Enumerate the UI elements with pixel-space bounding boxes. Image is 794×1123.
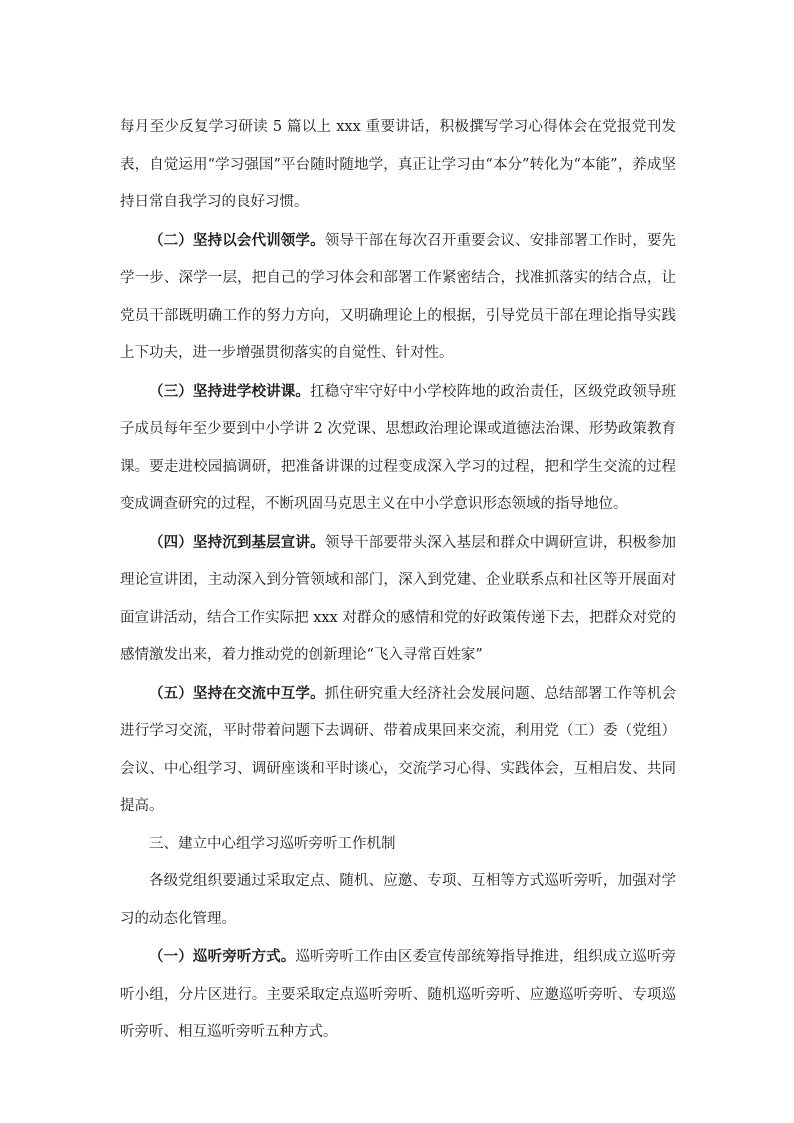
paragraph-text: 每月至少反复学习研读 5 篇以上 xxx 重要讲话，积极撰写学习心得体会在党报党刊发表，自觉运用“学习强国”平台随时随地学，真正让学习由“本分”转化为“本能”，养成坚持日常自我学习的良好习惯。 bbox=[120, 119, 676, 210]
item-heading: （五）坚持在交流中互学。 bbox=[149, 684, 325, 702]
paragraph-item-2 bbox=[120, 222, 676, 373]
item-heading: （一）巡听旁听方式。 bbox=[149, 948, 296, 965]
item-heading: （三）坚持进学校讲课。 bbox=[149, 382, 311, 400]
item-body: 扛稳守牢守好中小学校阵地的政治责任，区级党政领导班子成员每年至少要到中小学讲 2 次党课、思想政治理论课或道德法治课、形势政策教育课。要走进校园搞调研，把准备讲课的过程变成深入学习的过程，把和学生交流的过程变成调查研究的过程，不断巩固马克思主义在中小学意识形态领域的指导地位。 bbox=[120, 383, 677, 512]
paragraph-continuation bbox=[120, 109, 676, 222]
item-heading: （二）坚持以会代训领学。 bbox=[149, 231, 325, 249]
item-body: 巡听旁听工作由区委宣传部统筹指导推进，组织成立巡听旁听小组，分片区进行。主要采取定点巡听旁听、随机巡听旁听、应邀巡听旁听、专项巡听旁听、相互巡听旁听五种方式。 bbox=[120, 949, 677, 1040]
item-body: 领导干部要带头深入基层和群众中调研宣讲，积极参加理论宣讲团，主动深入到分管领域和部门，深入到党建、企业联系点和社区等开展面对面宣讲活动，结合工作实际把 xxx 对群众的感情和党的好政策传递下去，把群众对党的感情激发出来，着力推动党的创新理论“飞入寻常百姓家” bbox=[120, 534, 677, 663]
paragraph-item-3 bbox=[120, 373, 676, 524]
item-heading: （四）坚持沉到基层宣讲。 bbox=[149, 533, 325, 551]
paragraph-item-5 bbox=[120, 675, 676, 826]
document-body bbox=[120, 109, 676, 1052]
item-body: 领导干部在每次召开重要会议、安排部署工作时，要先学一步、深学一层，把自己的学习体会和部署工作紧密结合，找准抓落实的结合点，让党员干部既明确工作的努力方向，又明确理论上的根据，引导党员干部在理论指导实践上下功夫，进一步增强贯彻落实的自觉性、针对性。 bbox=[120, 232, 677, 361]
section-title: 三、建立中心组学习巡听旁听工作机制 bbox=[149, 835, 396, 852]
section-heading bbox=[120, 826, 676, 864]
section-intro bbox=[120, 863, 676, 938]
paragraph-text: 各级党组织要通过采取定点、随机、应邀、专项、互相等方式巡听旁听，加强对学习的动态化管理。 bbox=[120, 873, 676, 927]
paragraph-item-6 bbox=[120, 938, 676, 1052]
paragraph-item-4 bbox=[120, 524, 676, 675]
item-body: 抓住研究重大经济社会发展问题、总结部署工作等机会进行学习交流，平时带着问题下去调研、带着成果回来交流，利用党（工）委（党组）会议、中心组学习、调研座谈和平时谈心，交流学习心得、实践体会，互相启发、共同提高。 bbox=[120, 685, 677, 814]
